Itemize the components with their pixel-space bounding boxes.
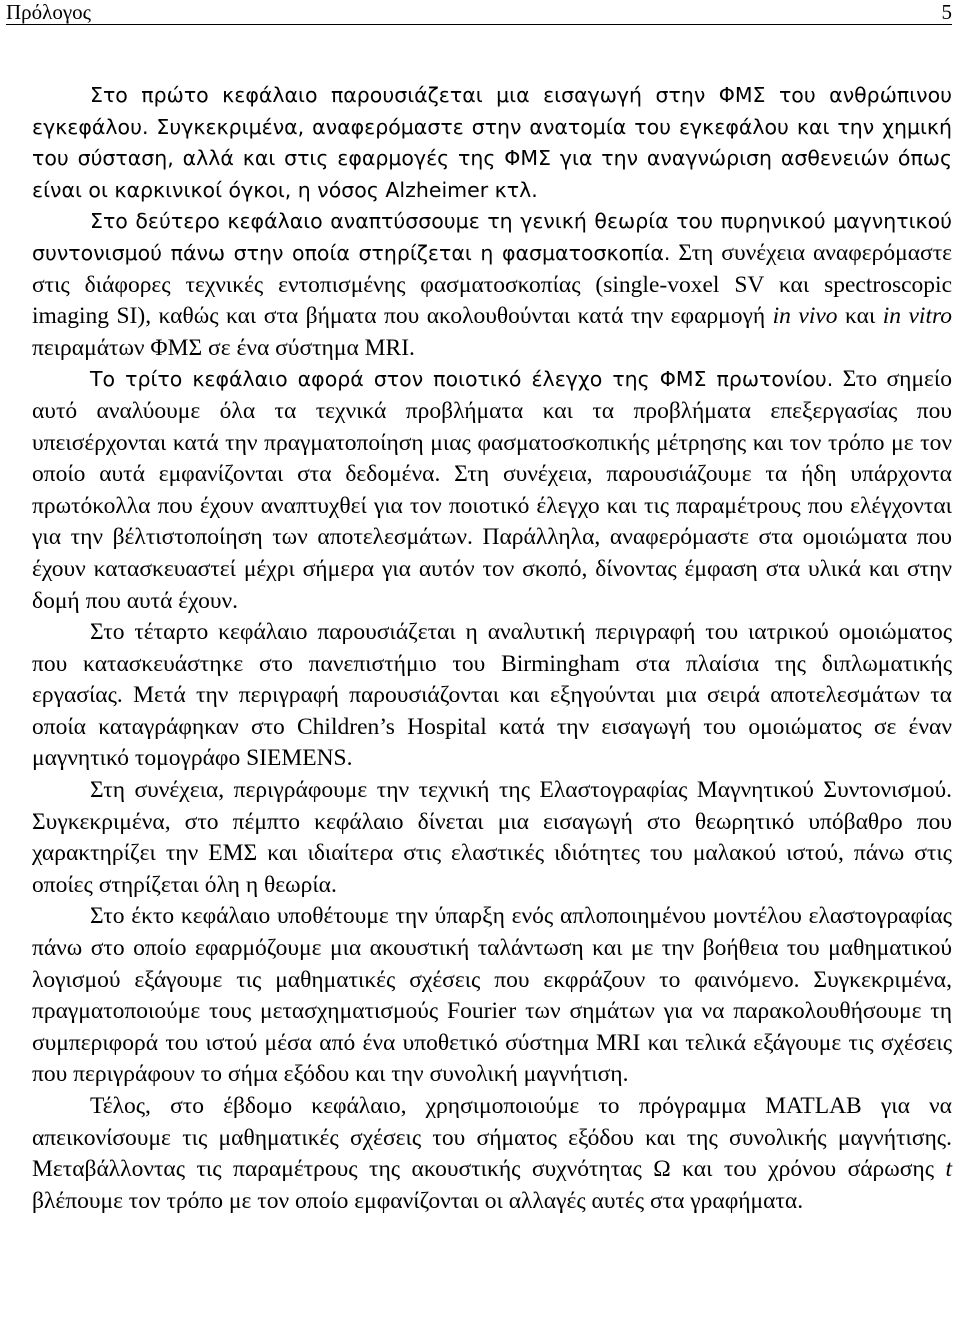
p1-sentence-1: Στο πρώτο κεφάλαιο παρουσιάζεται μια εισαγωγή στην ΦΜΣ του ανθρώπινου εγκεφάλου. Συγκεκριμένα, αναφερόμαστε στην ανατομία του εγκεφάλου και την χημική του σύσταση, αλλά και στις εφαρμογές της ΦΜΣ για την αναγνώριση ασθενειών όπως είναι οι καρκινικοί όγκοι, η νόσος Alzheimer κτλ. bbox=[32, 83, 952, 202]
p3-sentence-2: Στο σημείο αυτό αναλύουμε όλα τα τεχνικά προβλήματα και τα προβλήματα επεξεργασίας που υπεισέρχονται κατά την πραγματοποίηση μιας φασματοσκοπικής μέτρησης και τον τρόπο με τον οποίο αυτά εμφανίζονται στα δεδομένα. bbox=[32, 366, 952, 488]
p6-sentence-1: Στο έκτο κεφάλαιο υποθέτουμε την ύπαρξη ενός απλοποιημένου μοντέλου ελαστογραφίας πάνω στο οποίο εφαρμόζουμε μια ακουστική ταλάντωση και με την βοήθεια του μαθηματικού λογισμού εξάγουμε τις μαθηματικές σχέσεις που εκφράζουν το φαινόμενο. bbox=[32, 903, 952, 993]
p7-sentence-1: Τέλος, στο έβδομο κεφάλαιο, χρησιμοποιούμε το πρόγραμμα MATLAB για να απεικονίσουμε τις μαθηματικές σχέσεις του σήματος εξόδου και της συνολικής μαγνήτισης. bbox=[32, 1093, 952, 1151]
p2-in-vitro: in vitro bbox=[882, 303, 952, 330]
p2-sentence-2a: Στη συνέχεια αναφερόμαστε στις διάφορες τεχνικές εντοπισμένης φασματοσκοπίας (single-voxel SV και spectroscopic imaging SI), καθώς και στα βήματα που ακολουθούνται κατά την εφαρμογή bbox=[32, 239, 953, 330]
p2-in-vivo: in vivo bbox=[772, 303, 838, 330]
paragraph-6 bbox=[32, 901, 952, 1091]
p6-sentence-2: Συγκεκριμένα, πραγματοποιούμε τους μετασχηματισμούς Fourier των σημάτων για να παρακολουθήσουμε τη συμπεριφορά του ιστού μέσα από ένα υποθετικό σύστημα MRI και τελικά εξάγουμε τις σχέσεις που περιγράφουν το σήμα εξόδου και την συνολική μαγνήτιση. bbox=[32, 966, 952, 1088]
p3-sentence-4: Παράλληλα, αναφερόμαστε στα ομοιώματα που έχουν κατασκευαστεί μέχρι σήμερα για αυτόν τον σκοπό, δίνοντας έμφαση στα υλικά και στην δομή που αυτά έχουν. bbox=[32, 524, 953, 614]
p7-variable-t: t bbox=[945, 1156, 952, 1183]
p7-sentence-2b: βλέπουμε τον τρόπο με τον οποίο εμφανίζονται οι αλλαγές αυτές στα γραφήματα. bbox=[32, 1187, 804, 1214]
p7-sentence-2a: Μεταβάλλοντας τις παραμέτρους της ακουστικής συχνότητας Ω και του χρόνου σάρωσης bbox=[32, 1156, 946, 1183]
p3-sentence-1: Το τρίτο κεφάλαιο αφορά στον ποιοτικό έλεγχο της ΦΜΣ πρωτονίου. bbox=[90, 367, 834, 392]
p4-sentence-1: Στο τέταρτο κεφάλαιο παρουσιάζεται η αναλυτική περιγραφή του ιατρικού ομοιώματος που κατασκευάστηκε στο πανεπιστήμιο του Birmingham στα πλαίσια της διπλωματικής εργασίας. bbox=[32, 619, 952, 709]
paragraph-5 bbox=[32, 775, 952, 901]
page-number: 5 bbox=[941, 0, 952, 24]
paragraph-7 bbox=[32, 1091, 952, 1217]
p3-sentence-3: Στη συνέχεια, παρουσιάζουμε τα ήδη υπάρχοντα πρωτόκολλα που έχουν αναπτυχθεί για τον ποιοτικό έλεγχο και τις παραμέτρους που ελέγχονται για την βέλτιστοποίηση των αποτελεσμάτων. bbox=[32, 461, 952, 551]
paragraph-4 bbox=[32, 617, 952, 775]
chapter-title: Πρόλογος bbox=[6, 0, 91, 24]
p2-sentence-2b: και bbox=[837, 303, 883, 330]
p5-sentence-2: Συγκεκριμένα, στο πέμπτο κεφάλαιο δίνεται μια εισαγωγή στο θεωρητικό υπόβαθρο που χαρακτηρίζει την ΕΜΣ και ιδιαίτερα στις ελαστικές ιδιότητες του μαλακού ιστού, πάνω στις οποίες στηρίζεται όλη η θεωρία. bbox=[32, 808, 952, 898]
p2-sentence-2c: πειραμάτων ΦΜΣ σε ένα σύστημα MRI. bbox=[32, 334, 415, 361]
running-header bbox=[6, 0, 952, 25]
paragraph-3 bbox=[32, 364, 952, 617]
p4-sentence-2: Μετά την περιγραφή παρουσιάζονται και εξηγούνται μια σειρά αποτελεσμάτων τα οποία καταγράφηκαν στο Children’s Hospital κατά την εισαγωγή του ομοιώματος σε έναν μαγνητικό τομογράφο SIEMENS. bbox=[32, 682, 952, 772]
p2-sentence-1: Στο δεύτερο κεφάλαιο αναπτύσσουμε τη γενική θεωρία του πυρηνικού μαγνητικού συντονισμού πάνω στην οποία στηρίζεται η φασματοσκοπία. bbox=[32, 209, 952, 265]
paragraph-1 bbox=[32, 80, 952, 206]
body-text bbox=[32, 80, 952, 1217]
paragraph-2 bbox=[32, 206, 952, 364]
p5-sentence-1: Στη συνέχεια, περιγράφουμε την τεχνική της Ελαστογραφίας Μαγνητικού Συντονισμού. bbox=[90, 777, 952, 804]
